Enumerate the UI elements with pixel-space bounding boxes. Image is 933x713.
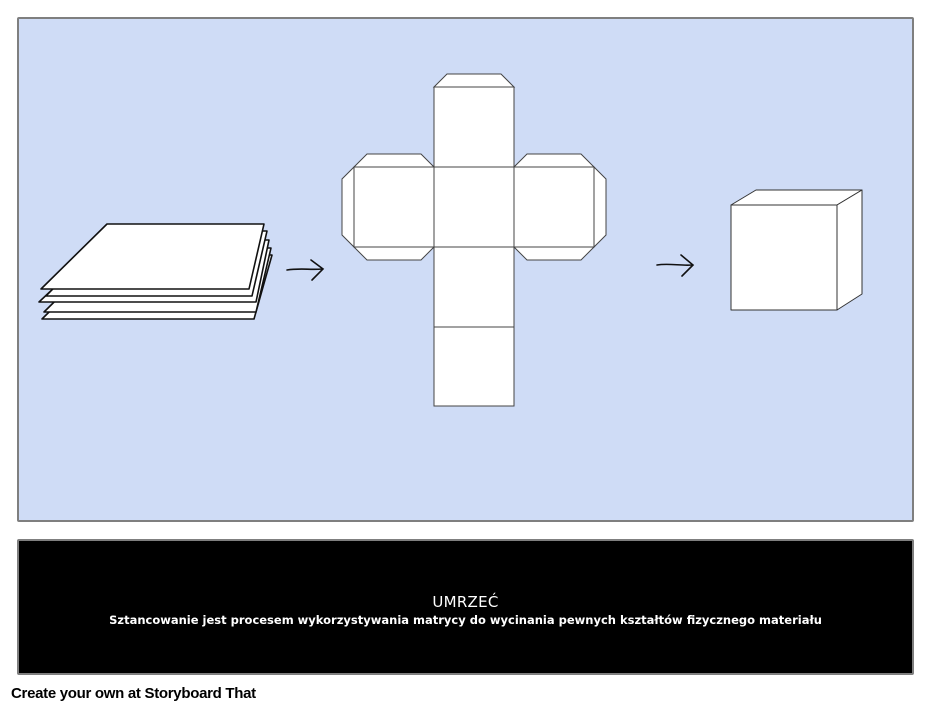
caption-text: Sztancowanie jest procesem wykorzystywania matrycy do wycinania pewnych kształtów fizycznego materiału (109, 613, 822, 627)
scene-panel (17, 17, 914, 522)
footer-credit-link[interactable]: Create your own at Storyboard That (11, 685, 256, 702)
cube-icon (731, 190, 862, 310)
arrow-right-icon (287, 260, 323, 280)
cube-net-icon (342, 74, 606, 406)
paper-stack-icon (39, 224, 272, 319)
caption-title: UMRZEĆ (432, 593, 499, 611)
scene-illustration (19, 19, 912, 520)
arrow-right-icon (657, 255, 693, 276)
caption-panel (17, 539, 914, 675)
